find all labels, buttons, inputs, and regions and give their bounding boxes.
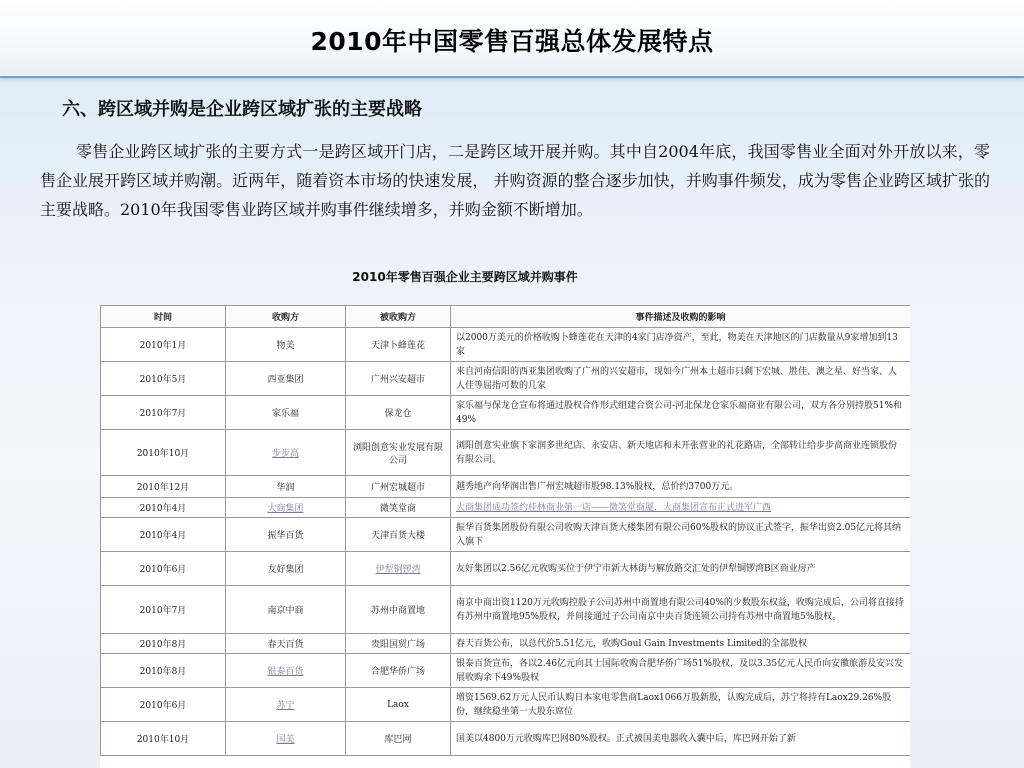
cell-acquirer: 南京中商 — [226, 586, 346, 634]
table-row — [101, 362, 911, 396]
cell-description: 银泰百货宣布，各以2.46亿元向其士国际收购合肥华侨广场51%股权，及以3.35亿元人民币向安徽旅游及安兴发展收购余下49%股权 — [451, 654, 911, 688]
acquirer-link[interactable]: 国美 — [276, 735, 295, 745]
cell-target: 苏州中商置地 — [346, 586, 451, 634]
table-row — [101, 688, 911, 722]
acquisitions-table-container — [100, 305, 910, 768]
cell-description: 越秀地产向华润出售广州宏城超市股98.13%股权，总价约3700万元。 — [451, 476, 911, 498]
cell-target — [346, 552, 451, 586]
cell-target: 库巴网 — [346, 722, 451, 756]
cell-time: 2010年6月 — [101, 688, 226, 722]
column-header-acquirer: 收购方 — [226, 306, 346, 328]
cell-description: 来自河南信阳的西亚集团收购了广州的兴安超市，现如今广州本土超市只剩下宏城、胜佳、澳之星、好当家、人人佳等屈指可数的几家 — [451, 362, 911, 396]
table-header-row — [101, 306, 911, 328]
column-header-target: 被收购方 — [346, 306, 451, 328]
cell-target: 保龙仓 — [346, 396, 451, 430]
cell-acquirer: 春天百货 — [226, 634, 346, 654]
acquirer-link[interactable]: 大商集团 — [267, 504, 304, 514]
cell-description: 振华百货集团股份有限公司收购天津百货大楼集团有限公司60%股权的协议正式签字，振华出资2.05亿元将其纳入旗下 — [451, 518, 911, 552]
cell-target: Laox — [346, 688, 451, 722]
cell-time: 2010年7月 — [101, 586, 226, 634]
table-row — [101, 328, 911, 362]
section-heading: 六、跨区域并购是企业跨区域扩张的主要战略 — [62, 99, 422, 120]
cell-acquirer — [226, 688, 346, 722]
table-row — [101, 654, 911, 688]
table-row — [101, 396, 911, 430]
cell-target: 广州兴安超市 — [346, 362, 451, 396]
cell-target: 浏阳创意实业发展有限公司 — [346, 430, 451, 476]
cell-acquirer: 家乐福 — [226, 396, 346, 430]
page-title: 2010年中国零售百强总体发展特点 — [310, 27, 714, 56]
table-row — [101, 552, 911, 586]
acquisitions-table — [100, 305, 910, 756]
acquirer-link[interactable]: 步步高 — [271, 449, 299, 459]
table-row — [101, 498, 911, 518]
acquirer-link[interactable]: 苏宁 — [276, 701, 295, 711]
cell-acquirer: 西亚集团 — [226, 362, 346, 396]
cell-description: 南京中商出资1120万元收购控股子公司苏州中商置地有限公司40%的少数股东权益，收购完成后，公司将直接持有苏州中商置地95%股权，并间接通过子公司南京中央百货连锁公司持有苏州中商置地5%股权。 — [451, 586, 911, 634]
cell-time: 2010年12月 — [101, 476, 226, 498]
cell-time: 2010年5月 — [101, 362, 226, 396]
cell-time: 2010年4月 — [101, 498, 226, 518]
cell-acquirer: 友好集团 — [226, 552, 346, 586]
description-link[interactable]: 大商集团成功签约桂林商业第一店——微笑堂商厦，大商集团宣布正式进军广西 — [456, 502, 772, 513]
cell-target: 天津卜蜂莲花 — [346, 328, 451, 362]
cell-time: 2010年7月 — [101, 396, 226, 430]
acquirer-link[interactable]: 银泰百货 — [267, 667, 304, 677]
cell-target: 合肥华侨广场 — [346, 654, 451, 688]
cell-acquirer: 振华百货 — [226, 518, 346, 552]
cell-time: 2010年4月 — [101, 518, 226, 552]
cell-description: 春天百货公布，以总代价5.51亿元，收购Goul Gain Investments Limited的全部股权 — [451, 634, 911, 654]
cell-description: 增资1569.62万元人民币认购日本家电零售商Laox1066万股新股，认购完成后，苏宁将持有Laox29.26%股份，继续稳坐第一大股东席位 — [451, 688, 911, 722]
table-row — [101, 586, 911, 634]
cell-acquirer: 物美 — [226, 328, 346, 362]
cell-target: 微笑堂商 — [346, 498, 451, 518]
cell-description: 家乐福与保龙仓宣布将通过股权合作形式组建合资公司-河北保龙仓家乐福商业有限公司，双方各分别持股51%和49% — [451, 396, 911, 430]
cell-time: 2010年6月 — [101, 552, 226, 586]
cell-time: 2010年10月 — [101, 430, 226, 476]
body-paragraph: 零售企业跨区域扩张的主要方式一是跨区域开门店，二是跨区域开展并购。其中自2004年底，我国零售业全面对外开放以来，零售企业展开跨区域并购潮。近两年，随着资本市场的快速发展， 并购资源的整合逐步加快，并购事件频发，成为零售企业跨区域扩张的主要战略。2010年我国零售业跨区域并购事件继续增多，并购金额不断增加。 — [40, 142, 990, 219]
cell-acquirer — [226, 722, 346, 756]
cell-acquirer — [226, 498, 346, 518]
cell-time: 2010年1月 — [101, 328, 226, 362]
table-row — [101, 518, 911, 552]
cell-acquirer — [226, 654, 346, 688]
cell-description — [451, 498, 911, 518]
cell-acquirer — [226, 430, 346, 476]
cell-description: 浏阳创意实业旗下家润多世纪店、永安店、新天地店和未开张营业的礼花路店，全部转让给步步高商业连锁股份有限公司。 — [451, 430, 911, 476]
column-header-description: 事件描述及收购的影响 — [451, 306, 911, 328]
table-row — [101, 430, 911, 476]
cell-target: 天津百货大楼 — [346, 518, 451, 552]
table-row — [101, 722, 911, 756]
cell-time: 2010年8月 — [101, 634, 226, 654]
cell-target: 广州宏城超市 — [346, 476, 451, 498]
target-link[interactable]: 伊犁铜锣湾 — [375, 565, 421, 575]
cell-description: 国美以4800万元收购库巴网80%股权。正式被国美电器收入囊中后，库巴网开始了新 — [451, 722, 911, 756]
cell-description: 友好集团以2.56亿元收购买位于伊宁市新大林街与解放路交汇处的伊犁铜锣湾B区商业房产 — [451, 552, 911, 586]
cell-target: 贵阳国贸广场 — [346, 634, 451, 654]
cell-time: 2010年10月 — [101, 722, 226, 756]
table-row — [101, 476, 911, 498]
cell-time: 2010年8月 — [101, 654, 226, 688]
cell-description: 以2000万美元的价格收购卜蜂莲花在天津的4家门店净资产，至此，物美在天津地区的门店数量从9家增加到13家 — [451, 328, 911, 362]
cell-acquirer: 华润 — [226, 476, 346, 498]
column-header-time: 时间 — [101, 306, 226, 328]
table-title: 2010年零售百强企业主要跨区域并购事件 — [352, 270, 578, 284]
table-row — [101, 634, 911, 654]
